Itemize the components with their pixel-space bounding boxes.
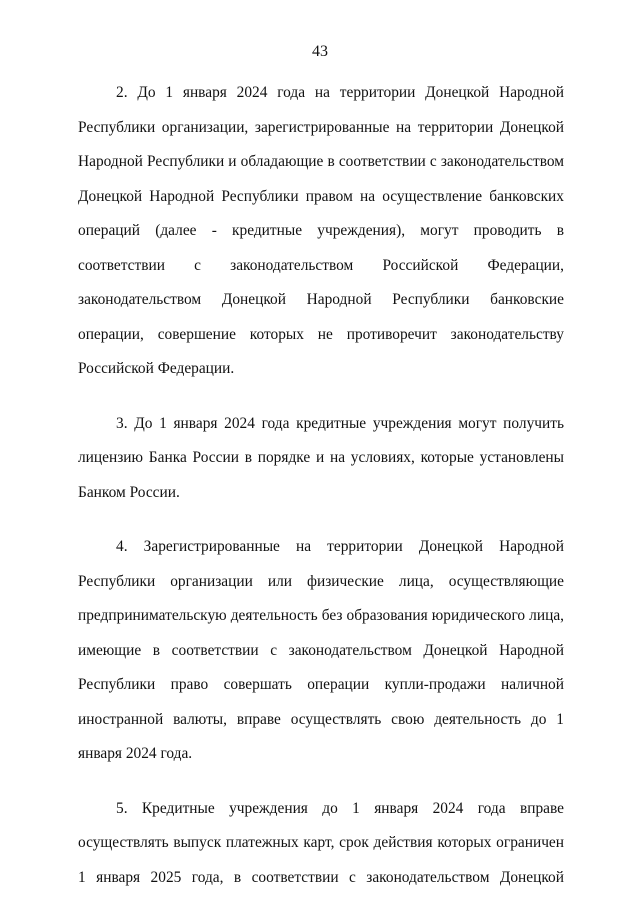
document-body (78, 76, 564, 915)
paragraph-5: 5. Кредитные учреждения до 1 января 2024 года вправе осуществлять выпуск платежных карт, срок действия которых ограничен 1 января 2025 года, в соответствии с законодательством Донецкой (78, 799, 564, 886)
paragraph-3: 3. До 1 января 2024 года кредитные учреждения могут получить лицензию Банка России в порядке и на условиях, которые установлены Банком России. (78, 414, 564, 501)
paragraph-4: 4. Зарегистрированные на территории Донецкой Народной Республики организации или физические лица, осуществляющие предпринимательскую деятельность без образования юридического лица, имеющие в соответствии с законодательством Донецкой Народной Республики право совершать операции купли-продажи наличной иностранной валюты, вправе осуществлять свою деятельность до 1 января 2024 года. (78, 538, 564, 762)
page-number: 43 (312, 43, 328, 60)
paragraph-2: 2. До 1 января 2024 года на территории Донецкой Народной Республики организации, зарегистрированные на территории Донецкой Народной Республики и обладающие в соответствии с законодательством Донецкой Народной Республики правом на осуществление банковских операций (далее - кредитные учреждения), могут проводить в соответствии с законодательством Российской Федерации, законодательством Донецкой Народной Республики банковские операции, совершение которых не противоречит законодательству Российской Федерации. (78, 84, 564, 377)
